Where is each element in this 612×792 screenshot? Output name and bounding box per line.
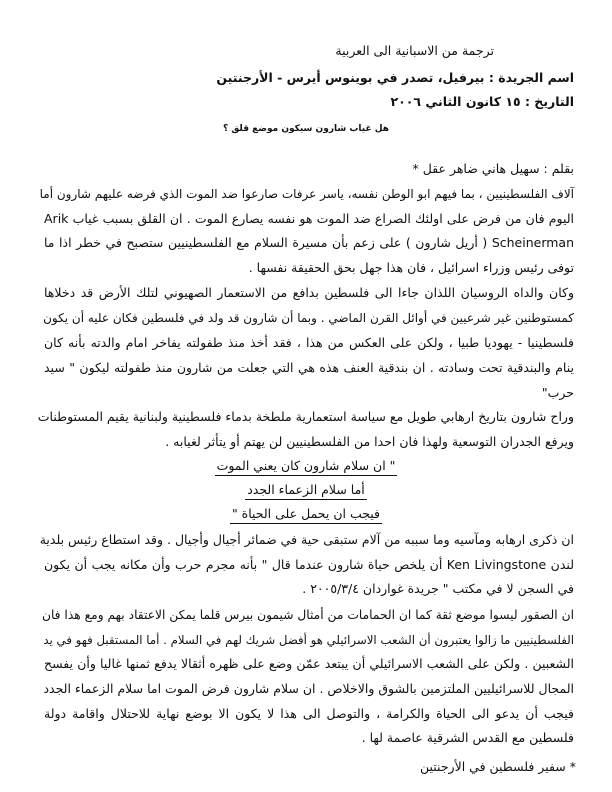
quote-line-text: " ان سلام شارون كان يعني الموت (215, 458, 398, 476)
text-line: الفلسطينيين ما زالوا يعتبرون أن الشعب الاسرائيلي هو أفضل شريك لهم في السلام . أما المستقبل فهو في يد (43, 633, 574, 647)
text-line: فيجب أن يدعو الى الحياة والكرامة ، والتوصل الى هذا لا يكون الا بوضع نهاية للاحتلال واقامة دولة (44, 706, 574, 721)
text-line: فلسطينيا - يهوديا طبيا ، ولكن على العكس من هذا ، فقد أخذ منذ طفولته يفاخر امام والدته بأنه كان (44, 335, 574, 350)
text-line: وكان والداه الروسيان اللذان جاءا الى فلسطين بدافع من الاستعمار الصهيوني لتلك الأرض قد دخلاها (44, 285, 574, 300)
newspaper-info: اسم الجريدة : بيرفيل، تصدر في بوينوس أيرس - الأرجنتين (216, 70, 574, 85)
text-line: وراح شارون بتاريخ ارهابي طويل مع سياسة استعمارية ملطخة بدماء فلسطينية ولبنانية يقيم المستوطنات (37, 409, 574, 424)
translation-note: ترجمة من الاسبانية الى العربية (335, 43, 494, 58)
text-line: آلاف الفلسطينيين ، بما فيهم ابو الوطن نفسه، ياسر عرفات صارعوا ضد الموت الذي فرضه عليهم شارون أما (39, 187, 574, 201)
text-line: كمستوطنين غير شرعيين في أوائل القرن الماضي . وبما أن شارون قد ولد في فلسطين فكان عليه أن يكون (43, 311, 574, 325)
text-line: ينام والبندقية تحت وسادته . ان بندقية العنف هذه هي التي جعلت من شارون منذ طفولته ليكون " سيد (44, 360, 574, 375)
quote-line (0, 506, 612, 524)
text-line: المجال للاسرائيليين الملتزمين بالشوق والاخلاص . ان سلام شارون فرض الموت اما سلام الزعماء الجدد (43, 681, 574, 696)
text-line: لندن Ken Livingstone أن يلخص حياة شارون عندما قال " بأنه مجرم حرب وأن مكانه يجب أن يكون (44, 557, 575, 572)
text-line: حرب" (541, 385, 574, 400)
author-line: بقلم : سهيل هاني ضاهر عقل * (412, 161, 574, 176)
article-title: هل غياب شارون سيكون موضع قلق ؟ (222, 124, 390, 134)
quote-line (0, 482, 612, 500)
text-line: فلسطين مع القدس الشرقية عاصمة لها . (361, 730, 574, 745)
quote-line-text: فيجب ان يحمل على الحياة " (230, 506, 382, 524)
article-date: التاريخ : ١٥ كانون الثاني ٢٠٠٦ (390, 94, 574, 109)
text-line: ان ذكرى ارهابه ومآسيه وما سببه من آلام ستبقى حية في ضمائر أجيال وأجيال . وقد استطاع رئيس بلدية (39, 532, 574, 547)
footnote: * سفير فلسطين في الأرجنتين (419, 759, 576, 774)
quote-line (0, 458, 612, 476)
text-line: ان الصقور ليسوا موضع ثقة كما ان الحمامات من أمثال شيمون بيرس قلما يمكن الاعتقاد بهم ومع هذا فان (41, 608, 574, 622)
text-line: الشعبين . ولكن على الشعب الاسرائيلي أن يبتعد عمّن وضع على ظهره أثقالا يدفع ثمنها غاليا وأن يفسح (44, 656, 574, 671)
quote-line-text: أما سلام الزعماء الجدد (245, 482, 367, 500)
text-line: ويرفع الجدران التوسعية ولهذا فان احدا من الفلسطينيين لن يهتم أو يتأثر لغيابه . (165, 434, 574, 449)
text-line: في السجن لا في مكتب " جريدة غواردان ٢٠٠٥/٣/٤ . (302, 581, 574, 596)
text-line: اليوم فان من فرض على اولئك الصراع ضد الموت هو نفسه يصارع الموت . ان القلق بسبب غياب Arik (44, 211, 574, 226)
text-line: توفى رئيس وزراء اسرائيل ، فان هذا جهل بحق الحقيقة نفسها . (248, 260, 574, 275)
text-line: Scheinerman ( أريل شارون ) على زعم بأن مسيرة السلام مع الفلسطينيين ستصبح في خطر اذا ما (44, 235, 574, 250)
